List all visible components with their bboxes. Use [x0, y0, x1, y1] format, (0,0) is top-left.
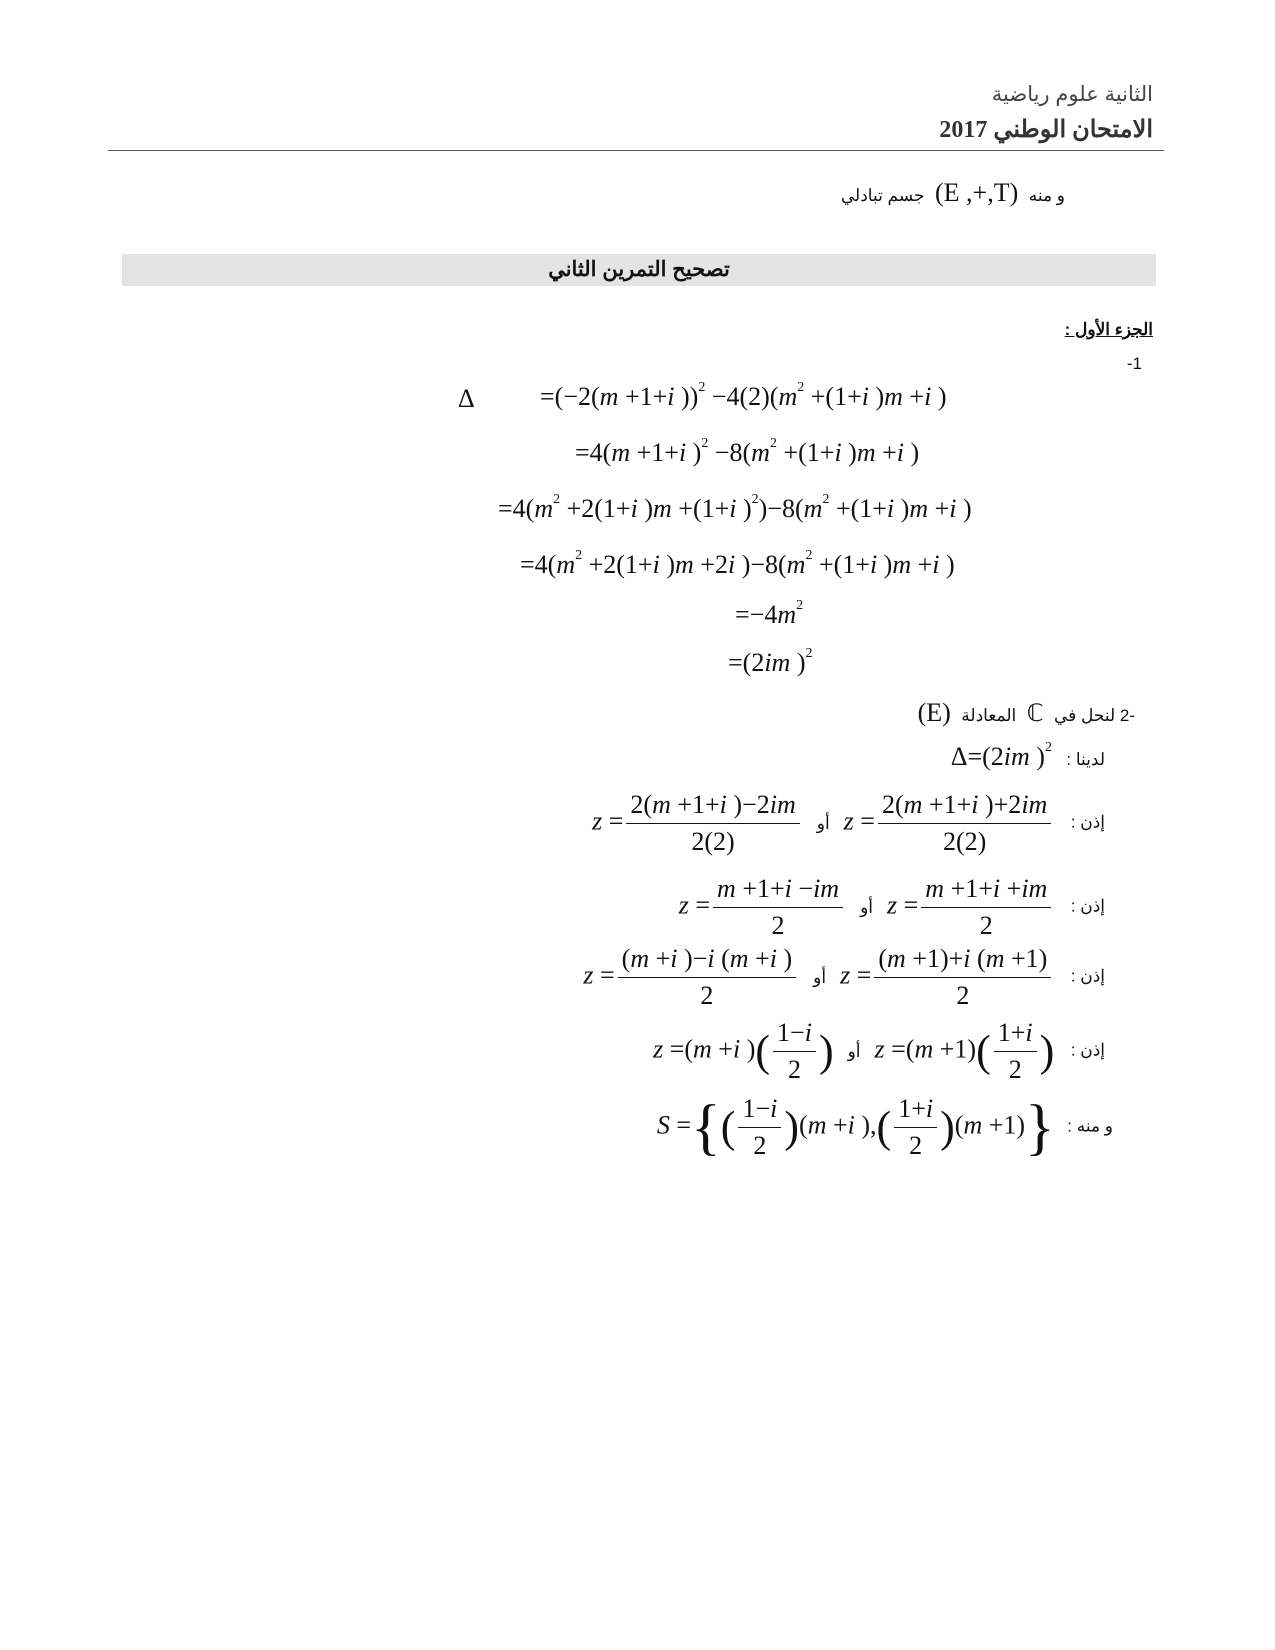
- roots-line-4: [653, 1018, 1105, 1085]
- or-label-1: أو: [816, 814, 830, 834]
- or-label-4: أو: [847, 1042, 861, 1062]
- q2-statement: [912, 698, 1135, 728]
- we-have-line: [951, 742, 1105, 772]
- solution-set: S ={( $\frac{1-i}{2}$ )(m +i ),( $\frac{1+i}{2}$ )(m +1)}: [656, 1093, 1055, 1162]
- roots-line-3: [583, 944, 1105, 1011]
- header-title: الامتحان الوطني 2017: [939, 117, 1153, 143]
- delta-step-6: =(2im )$^2$: [728, 646, 813, 677]
- solution-set-line: [657, 1094, 1113, 1161]
- part-label: الجزء الأول :: [1064, 320, 1153, 339]
- intro-suffix: جسم تبادلي: [840, 186, 925, 205]
- header-subtitle: الثانية علوم رياضية: [991, 83, 1153, 106]
- we-have-label: لدينا :: [1066, 750, 1105, 769]
- delta-result: Δ=(2im )$^2$: [950, 740, 1052, 771]
- q2-text: -2 لنحل في: [1053, 706, 1135, 725]
- hence-label-2: إذن :: [1070, 896, 1105, 916]
- section-title: تصحيح التمرين الثاني: [548, 258, 730, 281]
- delta-step-4: $=4(m^2 +2(1+i$ )m +2i )$-8(m^2 +(1+i$ )m +i ): [520, 548, 955, 579]
- roots-line-2: [679, 874, 1105, 941]
- complex-set-symbol: ℂ: [1026, 701, 1044, 727]
- q1-number: -1: [1126, 354, 1142, 373]
- intro-prefix: و منه: [1028, 186, 1065, 205]
- roots-expression-3: z = $\frac{(m +i )-i (m +i )}{2}$ أو z = $\frac{(m +1)+i (m +1)}{2}$: [583, 944, 1054, 1011]
- header-divider: [108, 150, 1164, 151]
- delta-symbol: Δ: [458, 384, 475, 413]
- equation-name: (E): [917, 698, 951, 727]
- roots-expression-4: z =(m +i )( $\frac{1-i}{2}$ ) أو z =(m +1)( $\frac{1+i}{2}$ ): [653, 1018, 1055, 1084]
- delta-step-2: =4(m +1+i )$^2 -8(m^2 +(1+i$ )m +i ): [575, 436, 920, 467]
- roots-expression-2: z = $\frac{m +1+i -im}{2}$ أو z = $\frac{m +1+i +im}{2}$: [679, 874, 1055, 941]
- therefore-label: و منه :: [1067, 1116, 1113, 1136]
- delta-step-5: $=-4m^2$: [735, 598, 804, 629]
- or-label-3: أو: [813, 968, 827, 988]
- q2-text2: المعادلة: [961, 706, 1017, 725]
- delta-step-1: =(−2(m +1+i ))$^2 -4(2)(m^2 +(1+i$ )m +i ): [540, 380, 947, 411]
- or-label-2: أو: [860, 898, 873, 918]
- hence-label-3: إذن :: [1070, 966, 1105, 986]
- roots-expression-1: z = $\frac{2(m +1+i )-2im}{2(2)}$ أو z = $\frac{2(m +1+i )+2im}{2(2)}$: [592, 790, 1054, 857]
- roots-line-1: [592, 790, 1105, 857]
- intro-structure: (E ,+,T): [935, 178, 1019, 207]
- delta-step-3: $=4(m^2 +2(1+i$ )m +(1+i )$^2)-8(m^2 +(1+i$ )m +i ): [498, 492, 972, 523]
- hence-label-4: إذن :: [1070, 1040, 1105, 1060]
- hence-label-1: إذن :: [1070, 812, 1105, 832]
- intro-line: [841, 178, 1065, 208]
